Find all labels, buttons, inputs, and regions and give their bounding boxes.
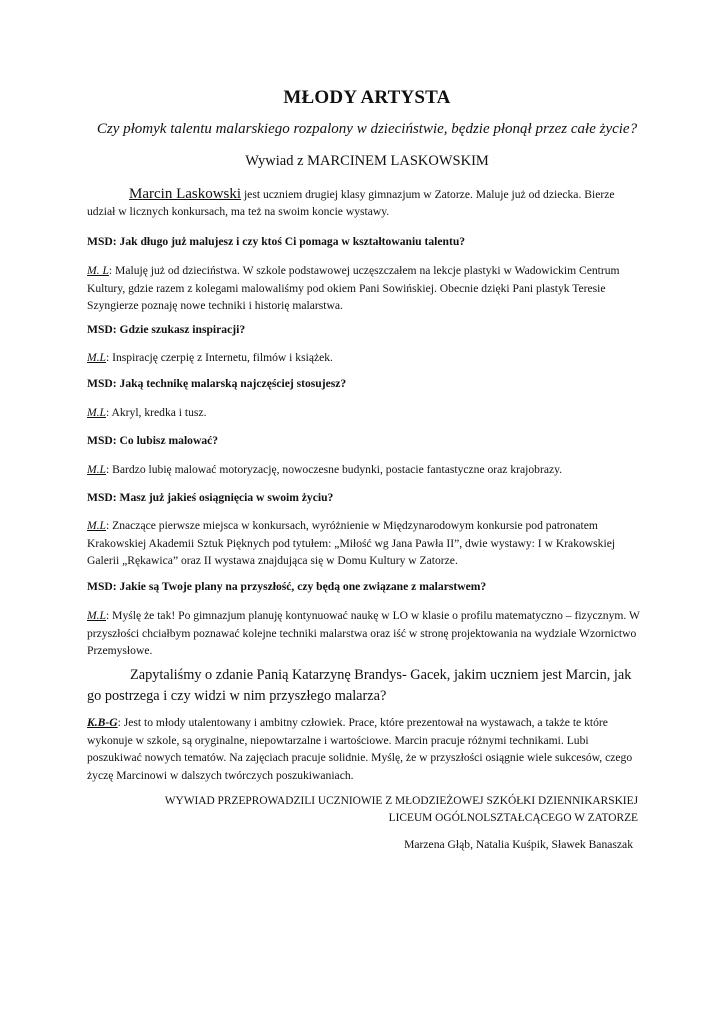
question-4: MSD: Co lubisz malować? <box>87 434 219 447</box>
question-1: MSD: Jak długo już malujesz i czy ktoś Ci pomaga w kształtowaniu talentu? <box>87 235 466 248</box>
answer-initials: M.L <box>87 406 107 419</box>
teacher-question-text: Zapytaliśmy o zdanie Panią Katarzynę Brandys- Gacek, jakim uczniem jest Marcin, jak go postrzega i czy widzi w nim przyszłego malarza? <box>87 667 632 704</box>
answer-initials: M.L <box>87 351 107 364</box>
footer-credits <box>87 793 638 827</box>
answer-initials: M. L <box>87 264 109 277</box>
answer-text: : Akryl, kredka i tusz. <box>106 406 207 419</box>
answer-2 <box>87 349 643 367</box>
question-3: MSD: Jaką technikę malarską najczęściej stosujesz? <box>87 377 347 390</box>
page-title: MŁODY ARTYSTA <box>283 87 451 108</box>
teacher-answer-text: : Jest to młody utalentowany i ambitny człowiek. Prace, które prezentował na wystawach, a także te które wykonuje w szkole, są oryginalne, niepowtarzalne i wartościowe. Marcin pracuje różnymi technikami. Lubi poszukiwać nowych tematów. Na zajęciach pracuje solidnie. Myślę, że w przyszłości osiągnie wiele sukcesów, czego życzę Marcinowi w dalszych twórczych poszukiwaniach. <box>87 716 633 782</box>
answer-text: : Maluję już od dzieciństwa. W szkole podstawowej uczęszczałem na lekcje plastyki w Wadowickim Centrum Kultury, gdzie razem z kolegami malowaliśmy pod okiem Pani Sowińskiej. Obecnie dzięki Pani plastyk Teresie Szyngierze poznaję nowe techniki i historię malarstwa. <box>87 264 620 312</box>
answer-text: : Bardzo lubię malować motoryzację, nowoczesne budynki, postacie fantastyczne oraz krajobrazy. <box>106 463 563 476</box>
answer-6 <box>87 607 643 660</box>
teacher-initials: K.B-G <box>87 716 118 729</box>
answer-text: : Inspirację czerpię z Internetu, filmów i książek. <box>106 351 333 364</box>
question-2: MSD: Gdzie szukasz inspiracji? <box>87 323 246 336</box>
teacher-question <box>87 665 643 707</box>
authors-line: Marzena Głąb, Natalia Kuśpik, Sławek Banaszak <box>404 838 633 851</box>
intro-paragraph <box>87 186 643 220</box>
page-subtitle: Czy płomyk talentu malarskiego rozpalony w dzieciństwie, będzie płonął przez całe życie? <box>96 121 638 137</box>
answer-1 <box>87 262 643 315</box>
footer-line-1: WYWIAD PRZEPROWADZILI UCZNIOWIE Z MŁODZIEŻOWEJ SZKÓŁKI DZIENNIKARSKIEJ <box>164 795 638 807</box>
answer-3 <box>87 404 643 422</box>
answer-initials: M.L <box>87 463 107 476</box>
answer-text: : Myślę że tak! Po gimnazjum planuję kontynuować naukę w LO w klasie o profilu matematyczno – fizycznym. W przyszłości chciałbym poznawać kolejne techniki malarstwa oraz iść w stronę projektowania na wydziale Wzornictwo Przemysłowe. <box>87 609 640 657</box>
teacher-answer <box>87 714 643 784</box>
answer-4 <box>87 461 643 479</box>
intro-text: jest uczniem drugiej klasy gimnazjum w Zatorze. Maluje już od dziecka. Bierze udział w licznych konkursach, ma też na swoim koncie wystawy. <box>87 188 615 218</box>
question-6: MSD: Jakie są Twoje plany na przyszłość, czy będą one związane z malarstwem? <box>87 580 487 593</box>
interview-heading: Wywiad z MARCINEM LASKOWSKIM <box>245 153 489 169</box>
footer-line-2: LICEUM OGÓLNOLSZTAŁCĄCEGO W ZATORZE <box>388 812 638 824</box>
answer-text: : Znaczące pierwsze miejsca w konkursach, wyróżnienie w Międzynarodowym konkursie pod patronatem Krakowskiej Akademii Sztuk Pięknych pod tytułem: „Miłość wg Jana Pawła II”, dwie wystawy: I w Krakowskiej Galerii „Rękawica” oraz II wystawa znajdująca się w Domu Kultury w Zatorze. <box>87 519 616 567</box>
answer-5 <box>87 517 643 570</box>
question-5: MSD: Masz już jakieś osiągnięcia w swoim życiu? <box>87 491 334 504</box>
answer-initials: M.L <box>87 609 107 622</box>
answer-initials: M.L <box>87 519 107 532</box>
intro-name: Marcin Laskowski <box>129 186 242 202</box>
